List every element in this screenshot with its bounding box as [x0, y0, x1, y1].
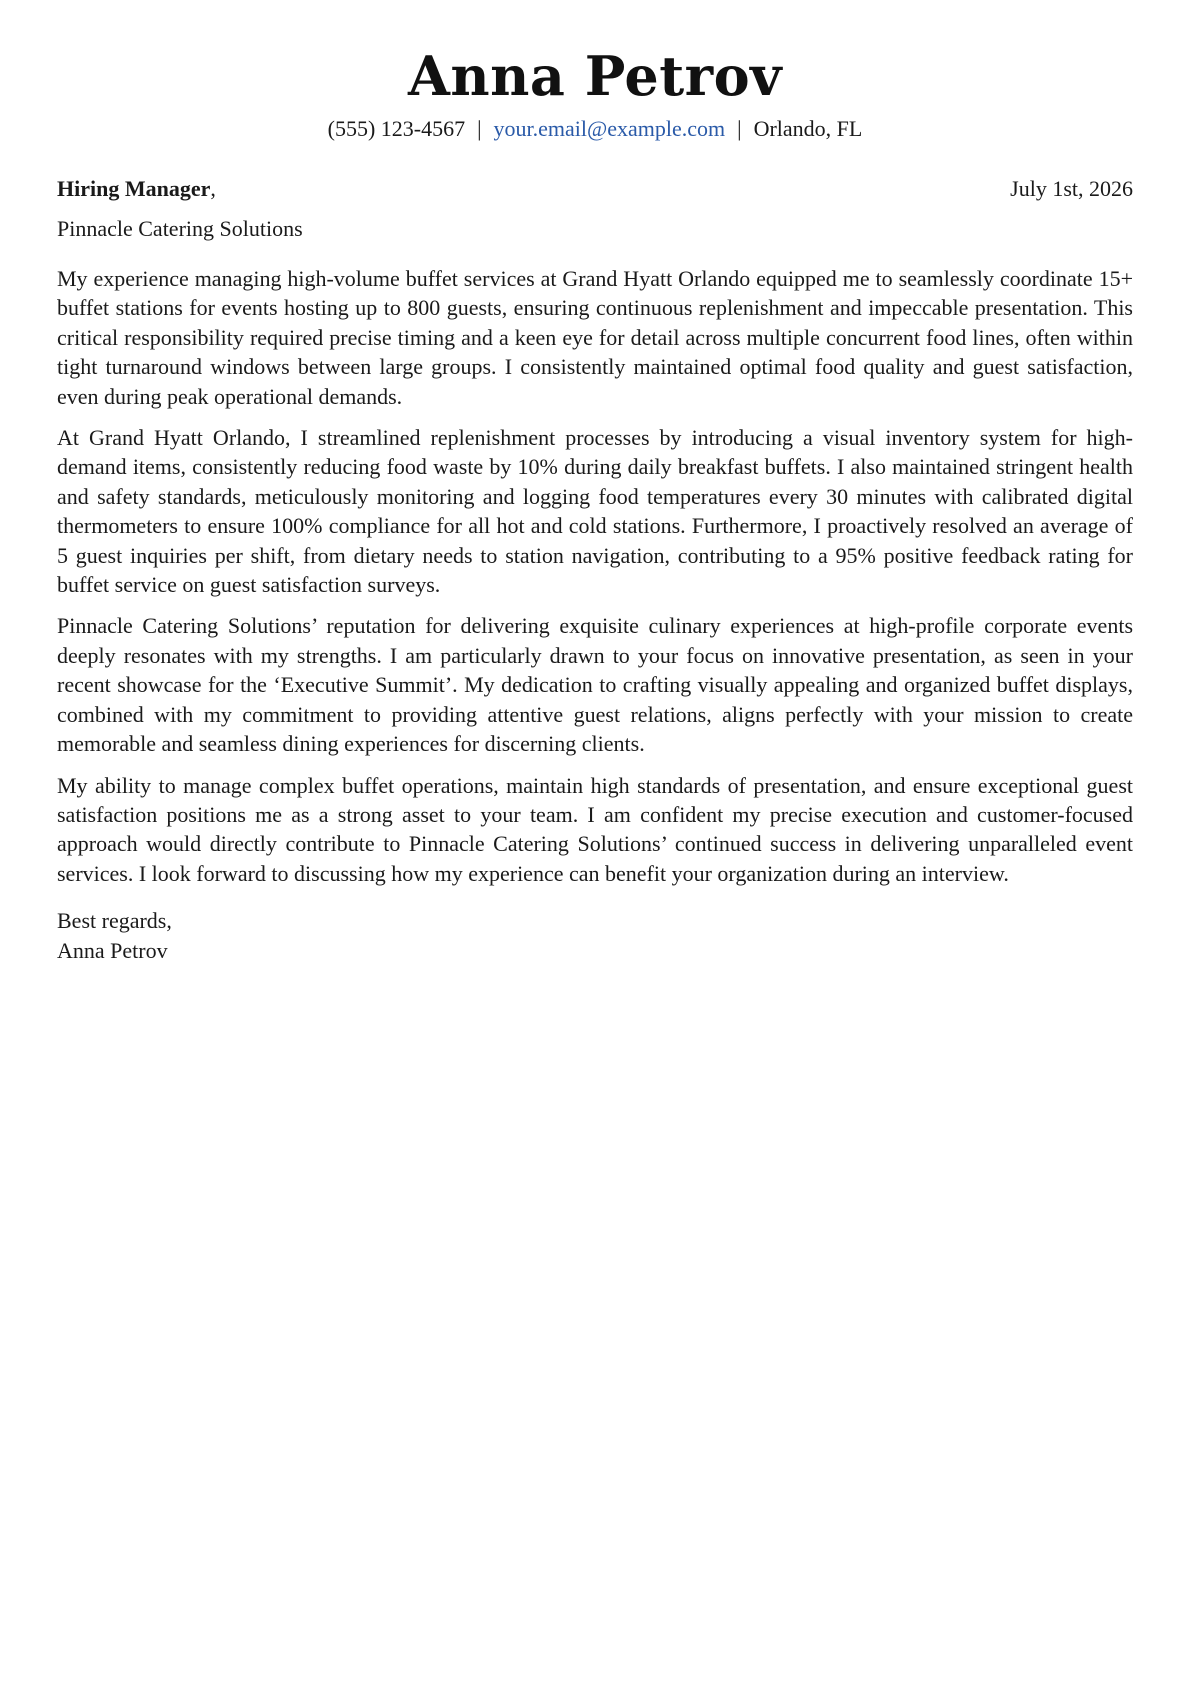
body-paragraph: My ability to manage complex buffet operations, maintain high standards of presentation, and ensure exceptional guest satisfaction positions me as a strong asset to your team. I am confident my precise execution and customer-focused approach would directly contribute to Pinnacle Catering Solutions’ continued success in delivering unparalleled event services. I look forward to discussing how my experience can benefit your organization during an interview.	[57, 772, 1133, 886]
letter-closing	[57, 906, 1133, 965]
recipient-name-suffix: ,	[210, 176, 216, 201]
letter-date: July 1st, 2026	[1010, 176, 1133, 201]
contact-separator: |	[737, 116, 742, 141]
letter-body	[57, 264, 1133, 888]
recipient-name: Hiring Manager	[57, 176, 211, 201]
body-paragraph: At Grand Hyatt Orlando, I streamlined replenishment processes by introducing a visual inventory system for high-demand items, consistently reducing food waste by 10% during daily breakfast buffets. I also maintained stringent health and safety standards, meticulously monitoring and logging food temperatures every 30 minutes with calibrated digital thermometers to ensure 100% compliance for all hot and cold stations. Furthermore, I proactively resolved an average of 5 guest inquiries per shift, from dietary needs to station navigation, contributing to a 95% positive feedback rating for buffet service on guest satisfaction surveys.	[57, 425, 1133, 598]
closing-signature: Anna Petrov	[57, 937, 168, 963]
phone-number: (555) 123-4567	[327, 116, 466, 141]
recipient-company: Pinnacle Catering Solutions	[57, 216, 303, 241]
closing-salutation: Best regards,	[57, 908, 172, 934]
email-link[interactable]: your.email@example.com	[493, 116, 726, 141]
contact-separator: |	[477, 116, 482, 141]
recipient-row	[57, 174, 1133, 204]
body-paragraph: Pinnacle Catering Solutions’ reputation for delivering exquisite culinary experiences at high-profile corporate events deeply resonates with my strengths. I am particularly drawn to your focus on innovative presentation, as seen in your recent showcase for the ‘Executive Summit’. My dedication to crafting visually appealing and organized buffet displays, combined with my commitment to providing attentive guest relations, aligns perfectly with your mission to create memorable and seamless dining experiences for discerning clients.	[57, 613, 1133, 757]
location: Orlando, FL	[753, 116, 863, 141]
contact-line	[57, 114, 1133, 144]
applicant-name: Anna Petrov	[407, 44, 782, 108]
letter-header	[57, 40, 1133, 144]
recipient-greeting	[57, 174, 216, 204]
body-paragraph: My experience managing high-volume buffet services at Grand Hyatt Orlando equipped me to seamlessly coordinate 15+ buffet stations for events hosting up to 800 guests, ensuring continuous replenishment and impeccable presentation. This critical responsibility required precise timing and a keen eye for detail across multiple concurrent food lines, often within tight turnaround windows between large groups. I consistently maintained optimal food quality and guest satisfaction, even during peak operational demands.	[57, 266, 1133, 409]
